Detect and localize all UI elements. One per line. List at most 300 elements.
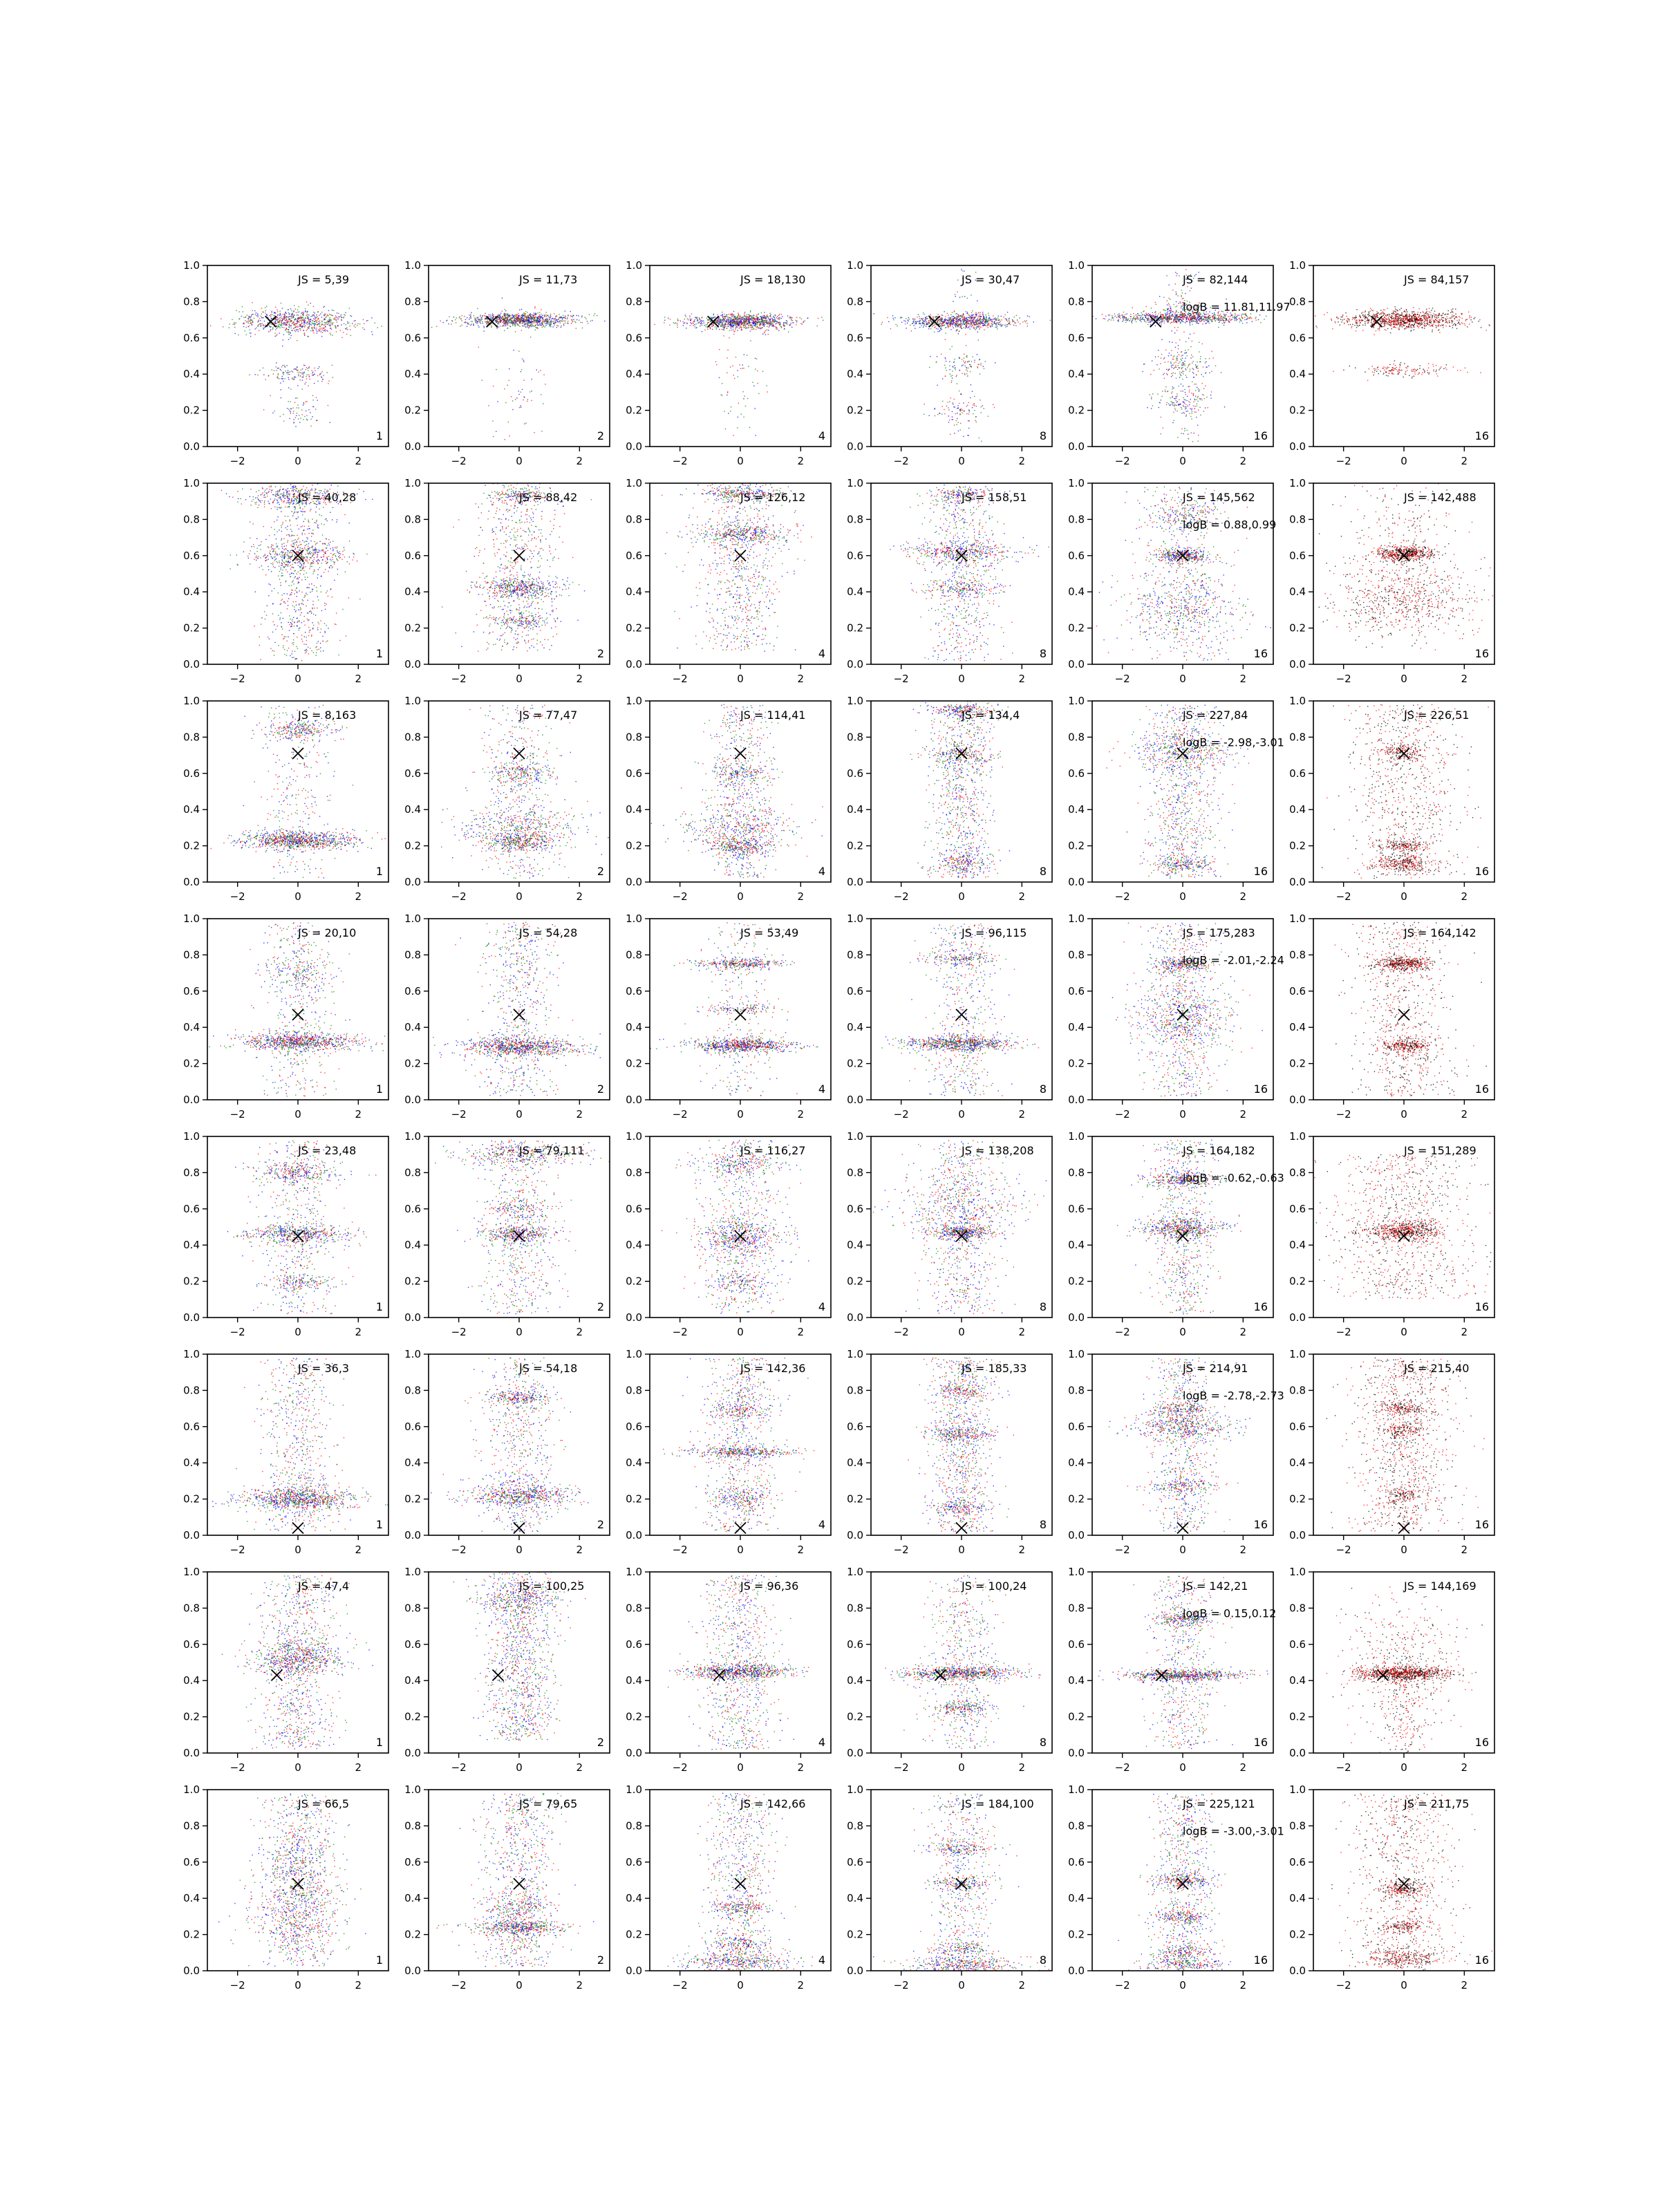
point [1218,327,1219,328]
point [506,315,507,316]
point [769,312,770,313]
point [763,318,764,319]
point [1004,325,1005,326]
point [912,323,913,324]
point [790,324,791,325]
point [1218,317,1219,318]
point [1225,320,1226,321]
point [966,325,967,326]
point [750,330,751,331]
point [988,315,989,316]
point [683,325,684,326]
point [760,323,761,324]
point [733,311,734,312]
point [713,314,714,315]
point [295,417,296,418]
point [326,321,327,322]
point [1196,319,1197,320]
point [1161,321,1162,322]
point [343,317,344,318]
point [529,326,530,327]
point [1234,320,1235,321]
point [1014,322,1015,323]
point [1193,318,1194,319]
point [719,349,720,350]
point [745,328,746,329]
point [518,394,519,395]
point [722,316,723,317]
point [963,436,964,437]
point [733,316,734,317]
point [527,326,528,327]
point [502,316,503,317]
point [980,327,981,328]
point [501,320,502,321]
point [238,311,239,312]
point [242,306,243,307]
point [277,376,278,377]
point [674,323,675,324]
point [952,377,953,378]
point [983,317,984,318]
point [974,396,975,397]
point [1207,321,1208,322]
point [965,311,966,312]
point [312,406,313,407]
point [1243,314,1244,315]
point [915,321,916,322]
point [537,312,538,313]
point [721,320,722,321]
point [271,369,272,370]
point [352,323,353,324]
point [357,323,358,324]
point [717,320,718,321]
point [923,327,924,328]
point [1153,317,1154,318]
point [982,405,983,406]
point [263,328,264,329]
point [967,404,968,405]
point [249,317,250,318]
point [371,331,372,332]
point [496,322,497,323]
point [347,323,348,324]
point [298,331,299,332]
point [522,358,523,359]
point [954,310,955,311]
point [753,317,754,318]
point [923,312,924,313]
point [755,408,756,409]
point [962,364,963,365]
point [750,325,751,326]
point [289,327,290,328]
point [945,316,946,317]
point [1114,316,1115,317]
point [979,359,980,360]
y-tick-label: 0.6 [183,332,200,344]
point [953,316,954,317]
point [538,322,539,323]
x-tick-label: −2 [673,455,688,467]
k-label: 8 [1040,429,1047,442]
point [542,315,543,316]
point [988,320,989,321]
point [1017,319,1018,320]
point [307,312,308,313]
point [744,319,745,320]
point [930,316,931,317]
point [964,319,965,320]
point [949,365,950,366]
point [282,323,283,324]
point [288,317,289,318]
point [293,324,294,325]
point [959,318,960,319]
point [892,315,893,316]
point [532,325,533,326]
point [550,314,551,315]
x-tick-label: 2 [577,455,583,467]
point [957,279,958,280]
point [1141,319,1142,320]
point [563,320,564,321]
point [310,426,311,427]
point [963,402,964,403]
point [691,313,692,314]
point [774,318,775,319]
point [984,325,985,326]
point [1239,321,1240,322]
point [1249,318,1250,319]
point [543,319,544,320]
point [947,313,948,314]
point [557,319,558,320]
point [720,326,721,327]
point [743,398,744,399]
point [1116,317,1117,318]
point [952,312,953,313]
point [1205,323,1206,324]
point [1155,314,1156,315]
point [288,316,289,317]
point [677,327,678,328]
point [678,320,679,321]
point [1224,317,1225,318]
point [302,327,303,328]
point [744,320,745,321]
point [996,318,997,319]
point [550,326,551,327]
point [504,330,505,331]
point [539,319,540,320]
point [1120,318,1121,319]
point [300,379,301,380]
point [746,318,747,319]
point [1248,317,1249,318]
point [529,314,530,315]
point [1228,319,1229,320]
point [768,321,769,322]
point [1260,322,1261,323]
point [319,328,320,329]
point [567,323,568,324]
point [976,315,977,316]
point [293,321,294,322]
x-tick-label: −2 [894,455,909,467]
point [741,328,742,329]
point [1201,317,1202,318]
point [1167,318,1168,319]
point [257,313,258,314]
point [1189,320,1190,321]
point [289,314,290,315]
point [325,326,326,327]
point [1221,318,1222,319]
point [737,320,738,321]
point [1133,313,1134,314]
point [281,316,282,317]
point [740,323,741,324]
point [1026,320,1027,321]
point [707,322,708,323]
point [779,322,780,323]
point [277,315,278,316]
point [304,365,305,366]
point [305,325,306,326]
point [1125,317,1126,318]
point [719,323,720,324]
point [961,394,962,395]
point [787,315,788,316]
point [329,317,330,318]
point [982,325,983,326]
point [958,333,959,334]
point [953,362,954,363]
point [1220,318,1221,319]
point [540,323,541,324]
point [976,327,977,328]
point [279,320,280,321]
point [478,346,479,347]
point [735,327,736,328]
point [314,327,315,328]
point [959,327,960,328]
point [314,315,315,316]
y-tick-label: 0.6 [847,332,863,344]
point [967,320,968,321]
point [697,320,698,321]
point [944,325,945,326]
point [250,319,251,320]
point [778,315,779,316]
point [990,320,991,321]
point [522,320,523,321]
point [762,334,763,335]
point [1127,319,1128,320]
y-tick-label: 0.8 [626,295,642,308]
x-tick-label: 0 [737,455,744,467]
point [776,317,777,318]
point [295,327,296,328]
point [785,323,786,324]
point [305,308,306,309]
point [1229,321,1230,322]
point [308,409,309,410]
point [1012,319,1013,320]
point [977,318,978,319]
point [1203,316,1204,317]
point [756,327,757,328]
point [520,319,521,320]
point [287,316,288,317]
point [960,429,961,430]
point [926,321,927,322]
point [725,318,726,319]
point [310,324,311,325]
point [464,316,465,317]
point [980,316,981,317]
point [505,314,506,315]
js-label: JS = 30,47 [961,273,1020,286]
point [350,335,351,336]
point [978,339,979,340]
point [1050,320,1051,321]
point [1212,319,1213,320]
point [1186,321,1187,322]
point [295,308,296,309]
point [740,327,741,328]
point [966,413,967,414]
point [721,323,722,324]
point [945,375,946,376]
point [313,306,314,307]
point [243,323,244,324]
point [284,378,285,379]
point [1124,318,1125,319]
js-label: JS = 18,130 [740,273,805,286]
point [247,323,248,324]
point [313,374,314,375]
point [324,306,325,307]
y-tick-label: 0.2 [404,404,421,417]
point [749,427,750,428]
point [280,317,281,318]
point [741,324,742,325]
point [321,321,322,322]
point [512,323,513,324]
point [371,317,372,318]
point [1174,312,1175,313]
point [957,405,958,406]
scatter-panel-r1-c4 [847,259,1052,467]
point [1013,325,1014,326]
point [964,373,965,374]
point [317,368,318,369]
point [474,317,475,318]
point [312,330,313,331]
point [303,365,304,366]
point [347,321,348,322]
point [1196,321,1197,322]
point [1242,314,1243,315]
point [347,329,348,330]
point [306,378,307,379]
point [767,316,768,317]
y-tick-label: 0.0 [626,440,642,453]
point [701,322,702,323]
y-tick-label: 0.4 [847,368,863,380]
point [543,325,544,326]
point [1008,323,1009,324]
point [270,329,271,330]
point [259,370,260,371]
point [732,316,733,317]
point [289,325,290,326]
point [286,329,287,330]
point [284,365,285,366]
point [960,320,961,321]
point [996,327,997,328]
point [964,296,965,297]
point [526,317,527,318]
point [888,321,889,322]
point [1146,318,1147,319]
point [1176,317,1177,318]
point [807,318,808,319]
point [781,327,782,328]
point [720,394,721,395]
point [949,369,950,370]
point [696,327,697,328]
point [781,318,782,319]
point [294,327,295,328]
point [997,317,998,318]
point [297,372,298,373]
point [1009,318,1010,319]
point [922,320,923,321]
point [582,322,583,323]
point [760,324,761,325]
point [947,320,948,321]
point [955,369,956,370]
point [1213,317,1214,318]
point [541,322,542,323]
point [567,318,568,319]
point [322,332,323,333]
point [783,324,784,325]
point [541,317,542,318]
point [589,314,590,315]
point [291,325,292,326]
point [1258,319,1259,320]
point [234,333,235,334]
point [493,436,494,437]
point [975,322,976,323]
point [1138,318,1139,319]
point [972,391,973,392]
point [1001,316,1002,317]
point [1193,320,1194,321]
x-tick-label: −2 [230,455,245,467]
point [765,330,766,331]
point [284,315,285,316]
point [734,330,735,331]
point [729,330,730,331]
point [1169,313,1170,314]
point [720,315,721,316]
